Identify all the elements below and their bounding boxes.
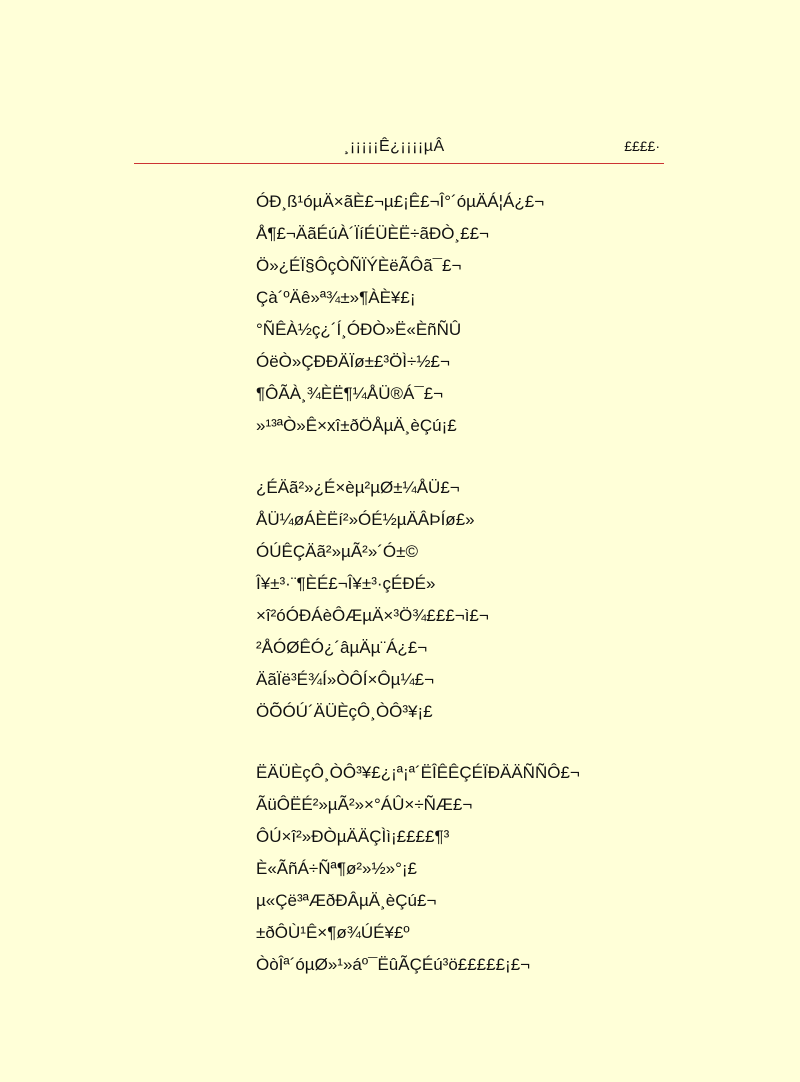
verse-line: ÔÚ×î²»ÐÒµÄÄÇÌì¡££££¶³: [256, 827, 450, 846]
stanza-3: [256, 757, 676, 981]
verse-line: ÓÐ¸ß¹óµÄ×ãÈ£¬µ£¡Ê£¬Î°´óµÄÁ¦Á¿£¬: [256, 192, 545, 211]
verse-line: ¿ÉÄã²»¿É×èµ²µØ±¼ÅÜ£¬: [256, 478, 460, 497]
verse-line: ÄãÏë³É¾Í»ÒÔÍ×Ôµ¼£¬: [256, 670, 435, 689]
verse-line: ÒòÎª´óµØ»¹»áº¯ËûÃÇÉú³ö£££££¡£¬: [256, 955, 531, 974]
verse-line: ²ÅÓØÊÓ¿´âµÄµ¨Á¿£¬: [256, 638, 428, 657]
verse-line: ÖÕÓÚ´ÄÜÈçÔ¸ÒÔ³¥¡£: [256, 702, 433, 721]
verse-line: Î¥±³·¨¶ÈÉ£¬Î¥±³·çÉÐÉ»: [256, 574, 436, 593]
verse-line: ÅÜ¼øÁÈËí²»ÓÉ½µÄÂÞÍø£»: [256, 510, 475, 529]
verse-line: ËÄÜÈçÔ¸ÒÔ³¥£¿¡ª¡ª´ËÎÊÊÇÉÏÐÄÄÑÑÔ£¬: [256, 763, 580, 782]
stanza-2: [256, 472, 676, 728]
verse-line: Ö»¿ÉÏ§ÔçÒÑÏÝÈëÃÔã¯£¬: [256, 256, 462, 275]
verse-line: È«ÃñÁ÷Ñª¶ø²»½»°¡£: [256, 859, 418, 878]
verse-line: °ÑÊÀ½ç¿´Í¸ÓÐÒ»Ë«ÈñÑÛ: [256, 320, 462, 339]
verse-line: ¶ÔÃÀ¸¾ÈË¶¼ÅÜ®Á¯£¬: [256, 384, 444, 403]
verse-line: Çà´ºÄê»ª¾±»¶ÀÈ¥£¡: [256, 288, 416, 307]
stanza-1: [256, 186, 676, 442]
running-title: ¸¡¡¡¡¡Ê¿¡¡¡¡µÂ: [344, 138, 445, 155]
verse-line: µ«Çë³ªÆðÐÂµÄ¸èÇú£¬: [256, 891, 437, 910]
page-header: [134, 130, 664, 164]
verse-line: Å¶£¬ÄãÉúÀ´ÏíÉÜÈË÷ãÐÒ¸££¬: [256, 224, 489, 243]
verse-line: ±ðÔÙ¹Ê×¶ø¾ÚÉ¥£º: [256, 923, 410, 942]
verse-line: ÓëÒ»ÇÐÐÄÏø±£³ÖÌ÷½£¬: [256, 352, 450, 371]
verse-line: »¹³ªÒ»Ê×xî±ðÖÅµÄ¸èÇú¡£: [256, 416, 457, 435]
verse-line: ÃüÔËÉ²»µÃ²»×°ÁÛ×÷ÑÆ£¬: [256, 795, 473, 814]
verse-line: ×î²óÓÐÁèÔÆµÄ×³Ö¾£££¬ì£¬: [256, 606, 489, 625]
poem-body: [256, 186, 676, 1011]
header-rule: [134, 163, 664, 164]
page-number: ££££·: [624, 138, 660, 154]
verse-line: ÓÚÊÇÄã²»µÃ²»´Ó±©: [256, 542, 419, 561]
